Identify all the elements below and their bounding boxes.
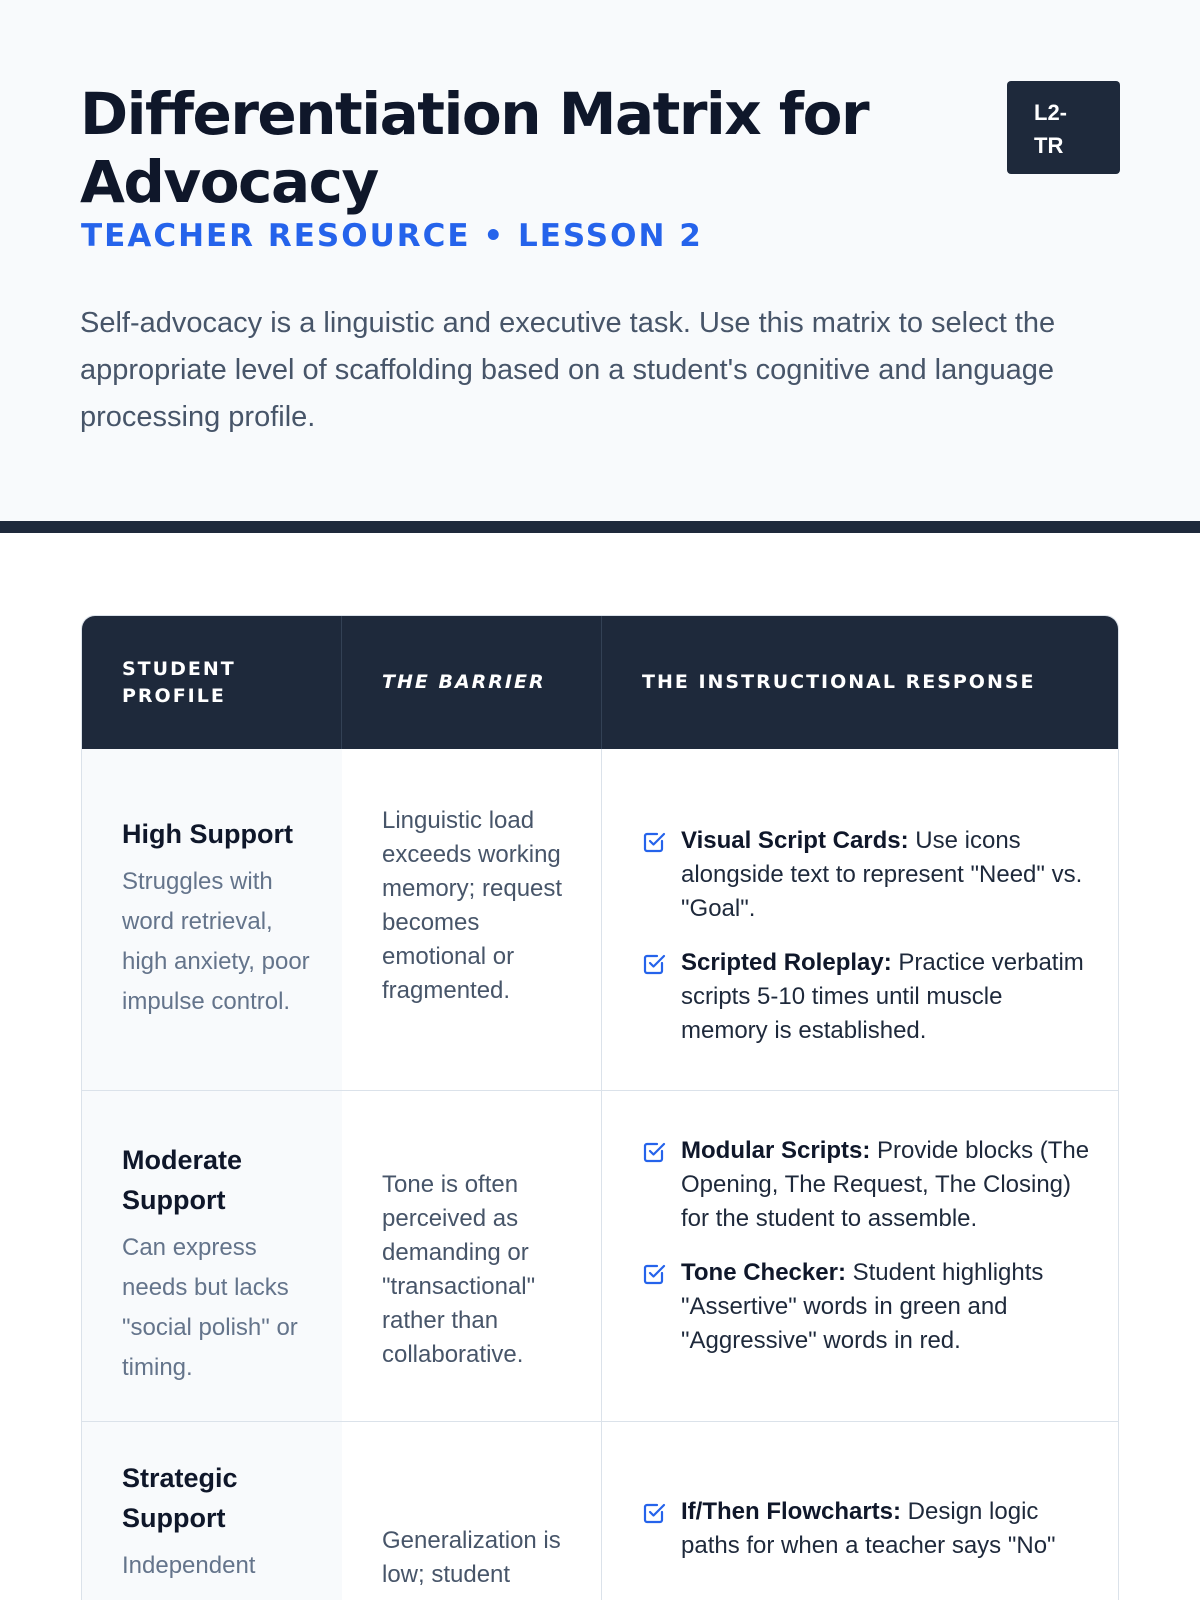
profile-cell: [82, 1091, 342, 1421]
differentiation-matrix: [81, 615, 1119, 1600]
response-item: [642, 824, 1092, 926]
check-square-icon: [642, 952, 666, 976]
check-square-icon: [642, 830, 666, 854]
response-text: Provide blocks (The Opening, The Request, The Closing) for the student to assemble.: [681, 1137, 1090, 1232]
table-row: [82, 749, 1119, 1091]
lesson-code-badge: [1007, 81, 1120, 174]
header: [0, 0, 1200, 521]
badge-line-1: L2-: [1034, 100, 1067, 125]
column-header-instructional-response: THE INSTRUCTIONAL RESPONSE: [642, 671, 1036, 693]
response-list: [642, 1495, 1092, 1583]
barrier-text: Generalization is low; student: [382, 1527, 561, 1588]
profile-name: Strategic Support: [122, 1463, 238, 1533]
response-item: [642, 1495, 1092, 1563]
badge-line-2: TR: [1034, 133, 1064, 158]
table-row: [82, 1422, 1119, 1600]
response-term: If/Then Flowcharts:: [681, 1498, 902, 1525]
header-divider: [341, 616, 342, 749]
response-item: [642, 946, 1092, 1048]
profile-cell: [82, 749, 342, 1090]
column-header-student-profile: STUDENT PROFILE: [122, 657, 236, 707]
response-list: [642, 824, 1092, 1068]
profile-description: Struggles with word retrieval, high anxiety, poor impulse control.: [122, 868, 310, 1015]
header-divider: [0, 521, 1200, 533]
response-term: Visual Script Cards:: [681, 827, 909, 854]
table-row: [82, 1091, 1119, 1422]
column-header-barrier: THE BARRIER: [382, 671, 546, 693]
response-text: Design logic paths for when a teacher says "No": [681, 1498, 1056, 1559]
header-divider: [601, 616, 602, 749]
page-title: Differentiation Matrix for Advocacy: [80, 80, 869, 216]
check-square-icon: [642, 1140, 666, 1164]
response-text: Use icons alongside text to represent "Need" vs. "Goal".: [681, 827, 1083, 922]
response-text: Student highlights "Assertive" words in green and "Aggressive" words in red.: [681, 1259, 1044, 1354]
barrier-text: Tone is often perceived as demanding or "transactional" rather than collaborative.: [382, 1171, 536, 1368]
intro-paragraph: Self-advocacy is a linguistic and executive task. Use this matrix to select the appropriate level of scaffolding based on a student's cognitive and language processing profile.: [80, 307, 1056, 433]
response-term: Scripted Roleplay:: [681, 949, 892, 976]
response-text: Practice verbatim scripts 5-10 times until muscle memory is established.: [681, 949, 1084, 1044]
profile-description: Can express needs but lacks "social polish" or timing.: [122, 1234, 298, 1381]
profile-description: Independent: [122, 1552, 256, 1579]
page-subtitle: TEACHER RESOURCE • LESSON 2: [81, 218, 703, 254]
response-list: [642, 1134, 1092, 1378]
profile-name: Moderate Support: [122, 1145, 243, 1215]
profile-cell: [82, 1422, 342, 1600]
response-item: [642, 1134, 1092, 1236]
response-item: [642, 1256, 1092, 1358]
check-square-icon: [642, 1262, 666, 1286]
barrier-text: Linguistic load exceeds working memory; request becomes emotional or fragmented.: [382, 807, 563, 1004]
check-square-icon: [642, 1501, 666, 1525]
response-term: Modular Scripts:: [681, 1137, 871, 1164]
profile-name: High Support: [122, 819, 293, 849]
response-term: Tone Checker:: [681, 1259, 846, 1286]
table-header: [82, 616, 1119, 749]
